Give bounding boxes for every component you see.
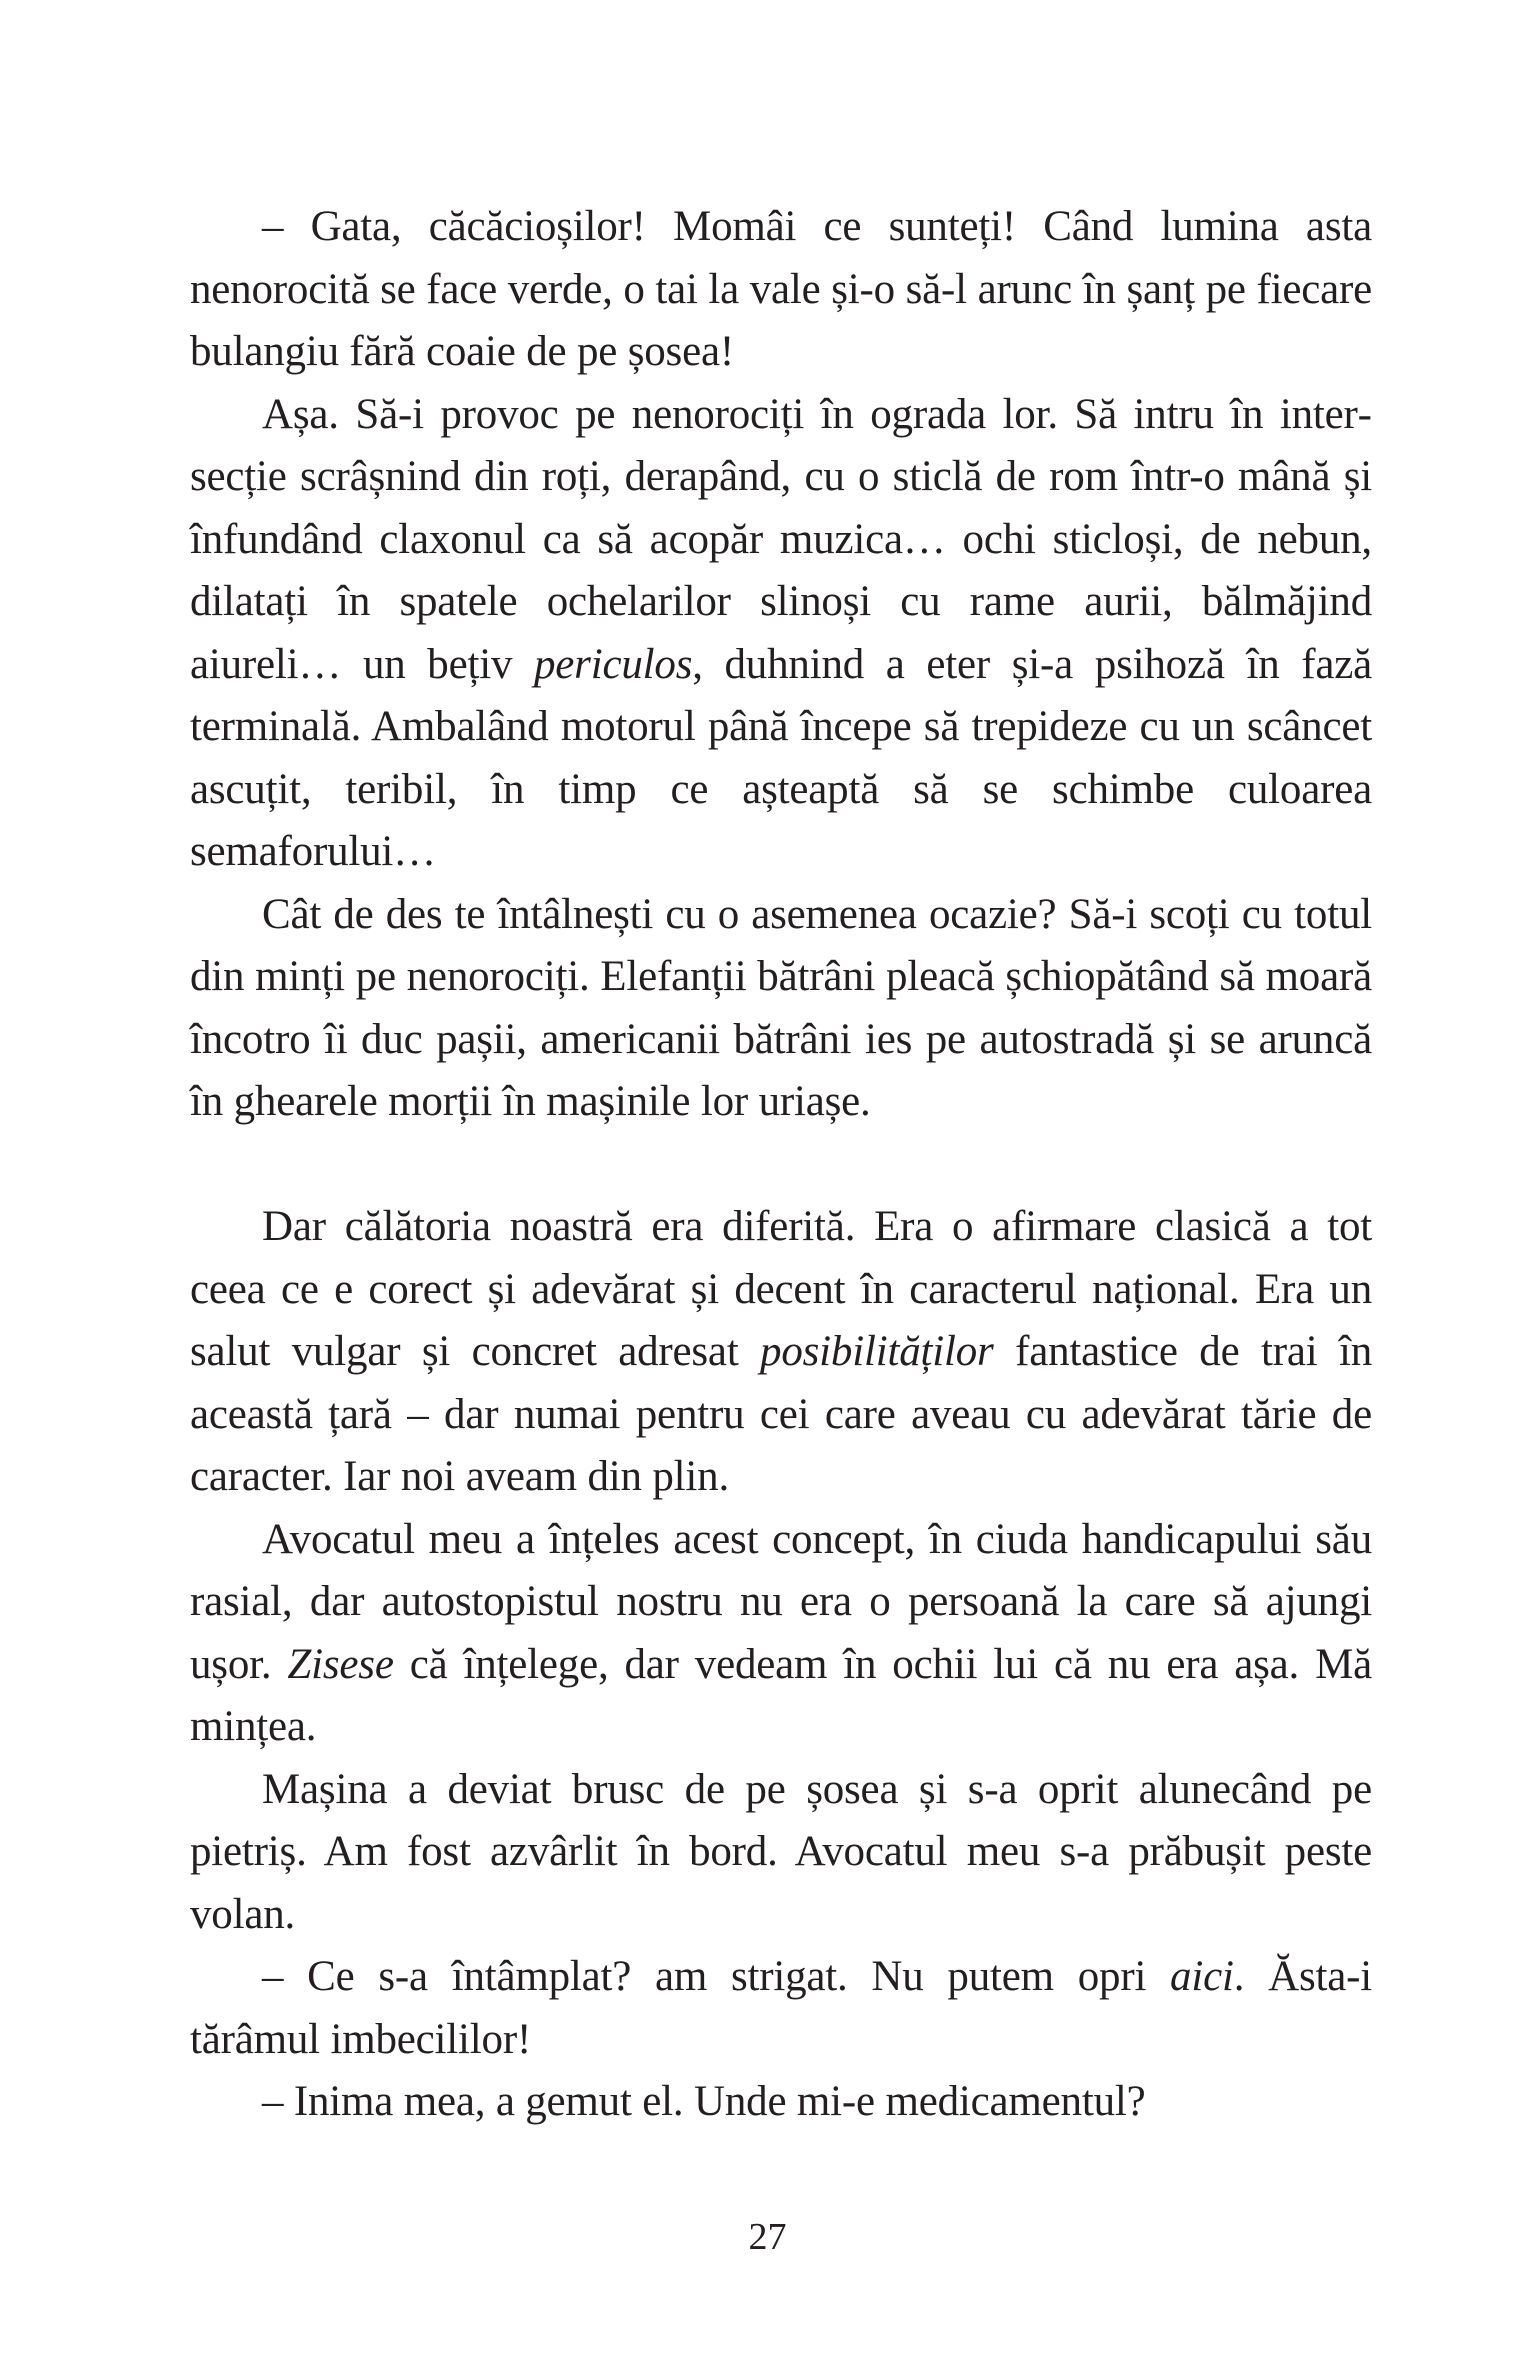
italic-emphasis: Zisese — [287, 1640, 394, 1688]
paragraph-text: Așa. Să-i provoc pe nenorociți în ograda lor. Să intru în intersecție scrâșnind din roți, derapând, cu o sticlă de rom într-o mână și înfundând claxonul ca să acopăr muzica… ochi sticloși, de nebun, dilatați în spatele ochelarilor slinoși cu rame aurii, bălmăjind aiureli… un bețiv — [190, 390, 1372, 688]
section-break — [190, 1134, 1372, 1197]
paragraph-dialogue-gata: – Gata, căcăcioșilor! Momâi ce sunteți! Când lumina asta nenorocită se face verde, o tai la vale și-o să-l arunc în șanț pe fiecare bulangiu fără coaie de pe șosea! — [190, 203, 1372, 375]
body-text — [190, 196, 1372, 2134]
paragraph-dar-calatoria — [190, 1196, 1372, 1509]
paragraph-text: – Ce s-a întâmplat? am strigat. Nu putem opri — [262, 1953, 1171, 2000]
italic-emphasis: posibilităților — [760, 1328, 994, 1375]
paragraph-avocatul — [190, 1509, 1372, 1759]
paragraph-text: Avocatul meu a înțeles acest concept, în ciuda handicapului său rasial, dar autostopistul nostru nu era o persoană la care să ajungi ușor. — [190, 1515, 1372, 1688]
paragraph-dialogue-inima-mea: – Inima mea, a gemut el. Unde mi-e medicamentul? — [262, 2078, 1146, 2125]
paragraph-text: , duhnind a eter și-a psihoză în fază terminală. Ambalând motorul până începe să trepideze cu un scâncet ascuțit, teribil, în timp ce așteaptă să se schimbe culoarea semaforului… — [190, 640, 1372, 875]
paragraph-dialogue-ce-s-a-intamplat — [190, 1946, 1372, 2071]
paragraph-text: că înțelege, dar vedeam în ochii lui că nu era așa. Mă mințea. — [190, 1640, 1372, 1750]
paragraph-asa — [190, 384, 1372, 884]
italic-emphasis: aici — [1170, 1953, 1234, 2000]
paragraph-text: fantastice de trai în această țară – dar numai pentru cei care aveau cu adevărat tărie de caracter. Iar noi aveam din plin. — [190, 1328, 1372, 1500]
paragraph-cat-de-des: Cât de des te întâlnești cu o asemenea ocazie? Să-i scoți cu totul din minți pe nenorociți. Elefanții bătrâni pleacă șchiopătând să moară încotro îi duc pașii, americanii bătrâni ies pe autostradă și se aruncă în ghearele morții în mașinile lor uriașe. — [190, 890, 1372, 1125]
paragraph-masina: Mașina a deviat brusc de pe șosea și s-a oprit alunecând pe pietriș. Am fost azvârlit în bord. Avocatul meu s-a prăbușit peste volan. — [190, 1765, 1372, 1938]
page-number: 27 — [748, 2216, 787, 2258]
italic-emphasis: periculos — [534, 640, 693, 688]
paragraph-text: . Ăsta-i tărâmul imbecililor! — [190, 1953, 1372, 2063]
paragraph-text: Dar călătoria noastră era diferită. Era o afirmare clasică a tot ceea ce e corect și adevărat și decent în caracterul național. Era un salut vulgar și concret adresat — [190, 1203, 1372, 1375]
